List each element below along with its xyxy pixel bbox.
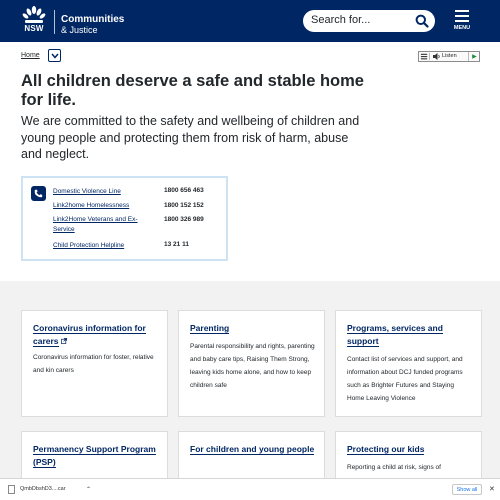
phone-icon	[31, 186, 46, 201]
listen-menu-icon[interactable]	[420, 53, 430, 60]
menu-button[interactable]	[446, 6, 478, 36]
search-icon[interactable]	[415, 14, 429, 28]
contact-number-link2home-homelessness: 1800 152 152	[164, 202, 204, 209]
card-programs-services[interactable]	[335, 310, 482, 417]
file-icon	[8, 485, 15, 494]
contact-link-domestic-violence[interactable]: Domestic Violence Line	[53, 188, 121, 195]
masthead	[0, 0, 500, 42]
card-description: Parental responsibility and rights, parenting and baby care tips, Raising Them Strong, leaving kids home alone, and how to keep children safe	[190, 343, 315, 389]
brand-divider	[54, 10, 55, 34]
card-title[interactable]: Programs, services and support	[347, 323, 443, 346]
contact-number-child-protection: 13 21 11	[164, 241, 189, 248]
card-description: Reporting a child at risk, signs of	[347, 464, 441, 471]
card-title[interactable]: Coronavirus information for carers	[33, 323, 146, 346]
search-input[interactable]	[303, 10, 435, 32]
play-icon[interactable]	[468, 52, 479, 61]
card-description: Contact list of services and support, and information about DCJ funded programs such as Brighter Futures and Staying Home Leaving Violence	[347, 356, 463, 402]
cards-section	[0, 281, 500, 500]
contact-link-child-protection[interactable]: Child Protection Helpline	[53, 242, 125, 249]
contact-link-link2home-veterans[interactable]: Link2Home Veterans and Ex-Service	[53, 216, 138, 233]
hamburger-icon	[455, 10, 469, 22]
chevron-down-icon	[51, 53, 59, 59]
logo-text: NSW	[24, 24, 44, 33]
download-file-name[interactable]: QmbDbshD3....car	[20, 486, 66, 492]
brand-subname[interactable]: & Justice	[61, 25, 98, 35]
search-placeholder: Search for...	[311, 14, 371, 26]
card-description: Coronavirus information for foster, relative and kin carers	[33, 354, 154, 374]
contact-number-domestic-violence: 1800 656 463	[164, 187, 204, 194]
external-link-icon	[61, 338, 67, 344]
menu-label: MENU	[453, 25, 471, 31]
card-title[interactable]: Parenting	[190, 323, 230, 333]
nsw-government-logo[interactable]	[20, 6, 48, 36]
contact-link-link2home-homelessness[interactable]: Link2home Homelessness	[53, 202, 130, 209]
brand-name[interactable]: Communities	[61, 14, 125, 25]
card-title[interactable]: Permanency Support Program (PSP)	[33, 444, 156, 467]
listen-widget[interactable]	[418, 51, 480, 62]
card-coronavirus[interactable]	[21, 310, 168, 417]
page-intro: We are committed to the safety and wellbeing of children and young people and protecting them from risk of harm, abuse and neglect.	[21, 114, 360, 161]
page-title: All children deserve a safe and stable home for life.	[21, 72, 364, 109]
contact-box	[21, 176, 228, 261]
speaker-icon	[433, 53, 441, 60]
breadcrumb-home-link[interactable]: Home	[21, 52, 40, 59]
card-title[interactable]: For children and young people	[190, 444, 315, 454]
close-icon[interactable]: ✕	[489, 486, 495, 493]
breadcrumb-expand-button[interactable]	[48, 49, 61, 62]
card-title[interactable]: Protecting our kids	[347, 444, 425, 454]
waratah-icon	[22, 6, 46, 24]
chevron-up-icon[interactable]: ⌃	[86, 487, 92, 493]
download-bar	[0, 478, 500, 500]
show-all-button[interactable]: Show all	[452, 484, 482, 495]
listen-label[interactable]: Listen	[442, 53, 457, 59]
card-parenting[interactable]	[178, 310, 325, 417]
contact-number-link2home-veterans: 1800 326 989	[164, 216, 204, 223]
